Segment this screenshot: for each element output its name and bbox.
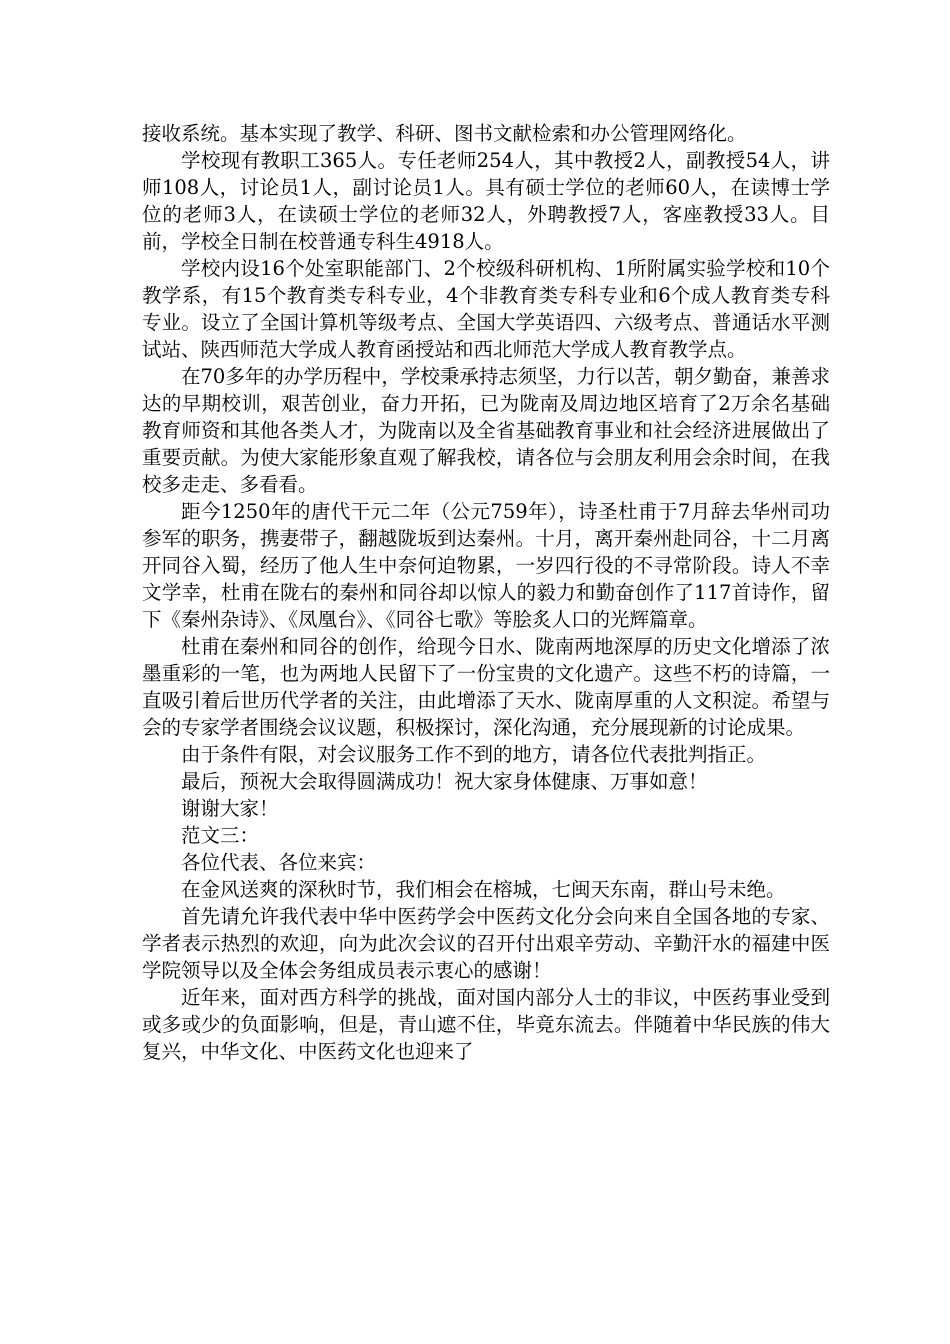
paragraph-staff: 学校现有教职工365人。专任老师254人，其中教授2人，副教授54人，讲师108人，讨论员1人，副讨论员1人。具有硕士学位的老师60人，在读博士学位的老师3人，在读硕士学位的老师32人，外聘教授7人，客座教授33人。目前，学校全日制在校普通专科生4918人。 [142, 149, 830, 253]
paragraph-salutation: 各位代表、各位来宾： [181, 851, 377, 874]
paragraph-recent-years: 近年来，面对西方科学的挑战，面对国内部分人士的非议，中医药事业受到或多或少的负面影响，但是，青山遮不住，毕竟东流去。伴随着中华民族的伟大复兴，中华文化、中医药文化也迎来了 [142, 986, 830, 1063]
paragraph-history: 在70多年的办学历程中，学校秉承持志须坚，力行以苦，朝夕勤奋，兼善求达的早期校训，艰苦创业，奋力开拓，已为陇南及周边地区培育了2万余名基础教育师资和其他各类人才，为陇南以及全省基础教育事业和社会经济进展做出了重要贡献。为使大家能形象直观了解我校，请各位与会朋友利用会余时间，在我校多走走、多看看。 [142, 365, 830, 496]
paragraph-wishes: 最后，预祝大会取得圆满成功！祝大家身体健康、万事如意！ [181, 770, 708, 793]
paragraph-autumn: 在金风送爽的深秋时节，我们相会在榕城，七闽天东南，群山号未绝。 [181, 878, 786, 901]
paragraph-welcome: 首先请允许我代表中华中医药学会中医药文化分会向来自全国各地的专家、学者表示热烈的欢迎，向为此次会议的召开付出艰辛劳动、辛勤汗水的福建中医学院领导以及全体会务组成员表示衷心的感谢！ [142, 905, 830, 982]
paragraph-thanks: 谢谢大家！ [181, 797, 279, 820]
paragraph-du-fu-legacy: 杜甫在秦州和同谷的创作，给现今日水、陇南两地深厚的历史文化增添了浓墨重彩的一笔，也为两地人民留下了一份宝贵的文化遗产。这些不朽的诗篇，一直吸引着后世历代学者的关注，由此增添了天水、陇南厚重的人文积淀。希望与会的专家学者围绕会议议题，积极探讨，深化沟通，充分展现新的讨论成果。 [142, 635, 830, 739]
section-heading-example-three: 范文三： [181, 824, 260, 847]
paragraph-apology: 由于条件有限，对会议服务工作不到的地方，请各位代表批判指正。 [181, 743, 767, 766]
paragraph-network-summary: 接收系统。基本实现了教学、科研、图书文献检索和办公管理网络化。 [142, 122, 747, 145]
paragraph-departments: 学校内设16个处室职能部门、2个校级科研机构、1所附属实验学校和10个教学系，有15个教育类专科专业，4个非教育类专科专业和6个成人教育类专科专业。设立了全国计算机等级考点、全国大学英语四、六级考点、普通话水平测试站、陕西师范大学成人教育函授站和西北师范大学成人教育教学点。 [142, 257, 830, 361]
paragraph-du-fu: 距今1250年的唐代干元二年（公元759年），诗圣杜甫于7月辞去华州司功参军的职务，携妻带子，翻越陇坂到达秦州。十月，离开秦州赴同谷，十二月离开同谷入蜀，经历了他人生中奈何迫物累，一岁四行役的不寻常阶段。诗人不幸文学幸，杜甫在陇右的秦州和同谷却以惊人的毅力和勤奋创作了117首诗作，留下《秦州杂诗》、《凤凰台》、《同谷七歌》等脍炙人口的光辉篇章。 [142, 500, 830, 631]
document-page [142, 120, 830, 1065]
